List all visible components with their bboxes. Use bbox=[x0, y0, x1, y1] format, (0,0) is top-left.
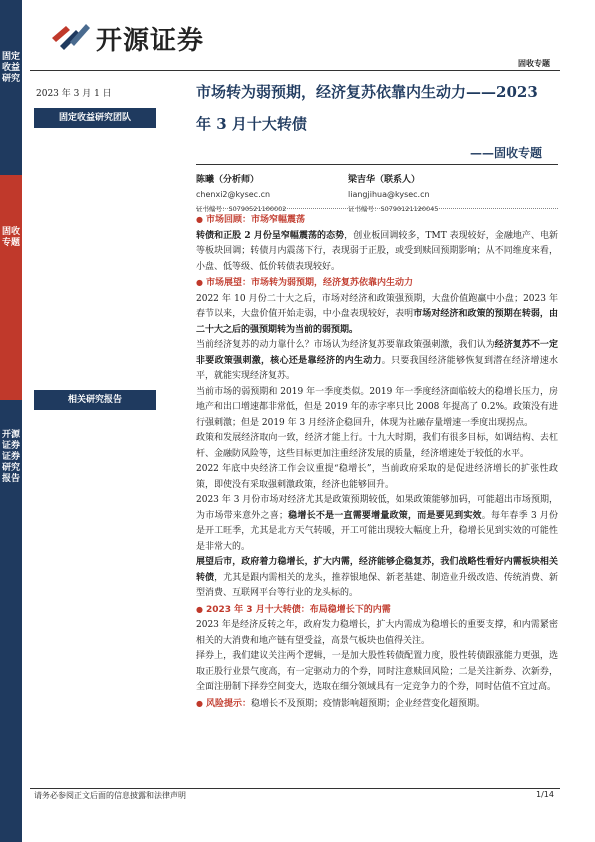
side-strip-bottom bbox=[0, 400, 22, 842]
footer-disclaimer: 请务必参阅正文后面的信息披露和法律声明 bbox=[34, 791, 186, 800]
company-logo bbox=[50, 18, 230, 54]
title-divider bbox=[196, 164, 558, 165]
text: ，尤其是跟内需相关的龙头，推荐银地保、新老基建、制造业升级改造、传统消费、新型消费、互联网平台等行业的龙头标的。 bbox=[196, 572, 558, 598]
title-line-2: 年 3 月十大转债 bbox=[196, 115, 307, 133]
author-2-cert: 证书编号：S0790121120045 bbox=[348, 205, 439, 213]
strip-top-label: 固定收益研究 bbox=[1, 52, 20, 84]
side-strip-top bbox=[0, 0, 22, 175]
bold-text: 展望后市，政府着力稳增长，扩大内需，经济能够企稳复苏，我们战略性看好内需板块相关转债 bbox=[196, 557, 558, 583]
bold-text: 经济复苏不一定非要政策强刺激，核心还是靠经济的内生动力 bbox=[196, 340, 558, 366]
page-number: 1/14 bbox=[536, 790, 554, 799]
header-divider bbox=[30, 70, 560, 71]
text: 2023 年 3 月份市场对经济尤其是政策预期较低，如果政策能够加码，可能超出市场预期，为市场带来意外之喜； bbox=[196, 495, 558, 521]
author-1-cert: 证书编号：S0790521100002 bbox=[196, 205, 287, 213]
footer-divider bbox=[30, 788, 560, 789]
bold-text: 稳增长不是一直需要增量政策，而是要见到实效 bbox=[287, 510, 482, 521]
bold-text: 市场对经济和政策的预期在转弱，由二十大之后的强预期转为当前的弱预期。 bbox=[196, 309, 558, 335]
bold-text: 转债和正股 2 月份呈窄幅震荡的态势 bbox=[196, 230, 345, 241]
related-reports-box: 相关研究报告 bbox=[34, 390, 156, 410]
report-subtitle: ——固收专题 bbox=[470, 146, 543, 160]
header-tag: 固收专题 bbox=[518, 59, 550, 68]
text: 稳增长不及预期；疫情影响超预期；企业经营变化超预期。 bbox=[251, 698, 486, 709]
section-heading-risk: ● 风险提示： bbox=[196, 699, 251, 709]
paragraph bbox=[196, 338, 558, 385]
paragraph: 当前市场的弱预期和 2019 年一季度类似。2019 年一季度经济面临较大的稳增长压力，房地产和出口增速都非常低，但是 2019 年的赤字率只比 2008 年提高了 0.2%。政策没有进行强刺激；但是 2019 年 3 月经济企稳回升，体现为社融存量增速一季度出现拐点。 bbox=[196, 386, 558, 428]
paragraph: 择券上，我们建议关注两个逻辑，一是加大股性转债配置力度，股性转债跟涨能力更强，选取正股行业景气度高，有一定驱动力的个券，同时注意赎回风险；二是关注新券、次新券，全面注册制下择券空间变大，选取在细分领域具有一定竞争力的个券，同时估值不宜过高。 bbox=[196, 651, 558, 692]
report-date: 2023 年 3 月 1 日 bbox=[36, 89, 112, 99]
text: 。每年春季 3 月份是开工旺季，尤其是北方天气转暖，开工可能出现较大幅度上升，稳增长见到实效的可能性是非常大的。 bbox=[196, 510, 558, 552]
paragraph bbox=[196, 292, 558, 339]
report-title bbox=[196, 80, 566, 136]
strip-mid-label: 固收专题 bbox=[1, 227, 20, 248]
paragraph: 政策和发展经济取向一致，经济才能上行。十九大时期，我们有很多目标，如调结构、去杠杆、金融防风险等，这些目标更加注重经济发展的质量，经济增速处于较低的水平。 bbox=[196, 433, 558, 459]
paragraph bbox=[196, 555, 558, 602]
author-2-name: 梁吉华（联系人） bbox=[348, 175, 421, 185]
side-strip-mid bbox=[0, 175, 22, 400]
text: ，创业板回调较多，TMT 表现较好，金融地产、电新等板块回调；转债月内震荡下行，表现弱于正股，或受到赎回预期影响；从不同维度来看，小盘、低等级、低价转债表现较好。 bbox=[196, 230, 558, 272]
logo-icon bbox=[50, 18, 92, 52]
paragraph-risk bbox=[196, 696, 558, 713]
author-1-email[interactable]: chenxi2@kysec.cn bbox=[196, 190, 271, 199]
text: 2022 年 10 月份二十大之后，市场对经济和政策强预期，大盘价值跑赢中小盘；2023 年春节以来，大盘价值开始走弱，中小盘表现较好，表明 bbox=[196, 293, 558, 319]
authors-divider bbox=[196, 208, 558, 209]
logo-text: 开源证券 bbox=[96, 26, 205, 56]
text: 当前经济复苏的动力靠什么？市场认为经济复苏要靠政策强刺激，我们认为 bbox=[196, 340, 495, 350]
author-1 bbox=[196, 172, 346, 213]
paragraph bbox=[196, 229, 558, 276]
paragraph: 2023 年是经济反转之年，政府发力稳增长，扩大内需成为稳增长的重要支撑，和内需紧密相关的大消费和地产链有望受益，高景气板块也值得关注。 bbox=[196, 620, 558, 646]
report-body bbox=[196, 212, 558, 712]
author-2 bbox=[348, 172, 508, 213]
author-1-name: 陈曦（分析师） bbox=[196, 175, 260, 185]
paragraph: 2022 年底中央经济工作会议重提“稳增长”，当前政府采取的是促进经济增长的扩张性政策，即使没有采取强刺激政策，经济也能够回升。 bbox=[196, 464, 558, 490]
text: 。只要我国经济能够恢复到潜在经济增速水平，就能实现经济复苏。 bbox=[196, 355, 558, 381]
author-2-email[interactable]: liangjihua@kysec.cn bbox=[348, 190, 430, 199]
section-heading-market-review: ● 市场回顾：市场窄幅震荡 bbox=[196, 212, 558, 229]
strip-bottom-label: 开源证券证券研究报告 bbox=[1, 430, 20, 484]
title-line-1: 市场转为弱预期，经济复苏依靠内生动力——2023 bbox=[196, 83, 538, 101]
section-heading-top-ten: ● 2023 年 3 月十大转债：布局稳增长下的内需 bbox=[196, 602, 558, 619]
team-box: 固定收益研究团队 bbox=[34, 108, 156, 128]
section-heading-market-outlook: ● 市场展望：市场转为弱预期，经济复苏依靠内生动力 bbox=[196, 275, 558, 292]
paragraph bbox=[196, 493, 558, 555]
